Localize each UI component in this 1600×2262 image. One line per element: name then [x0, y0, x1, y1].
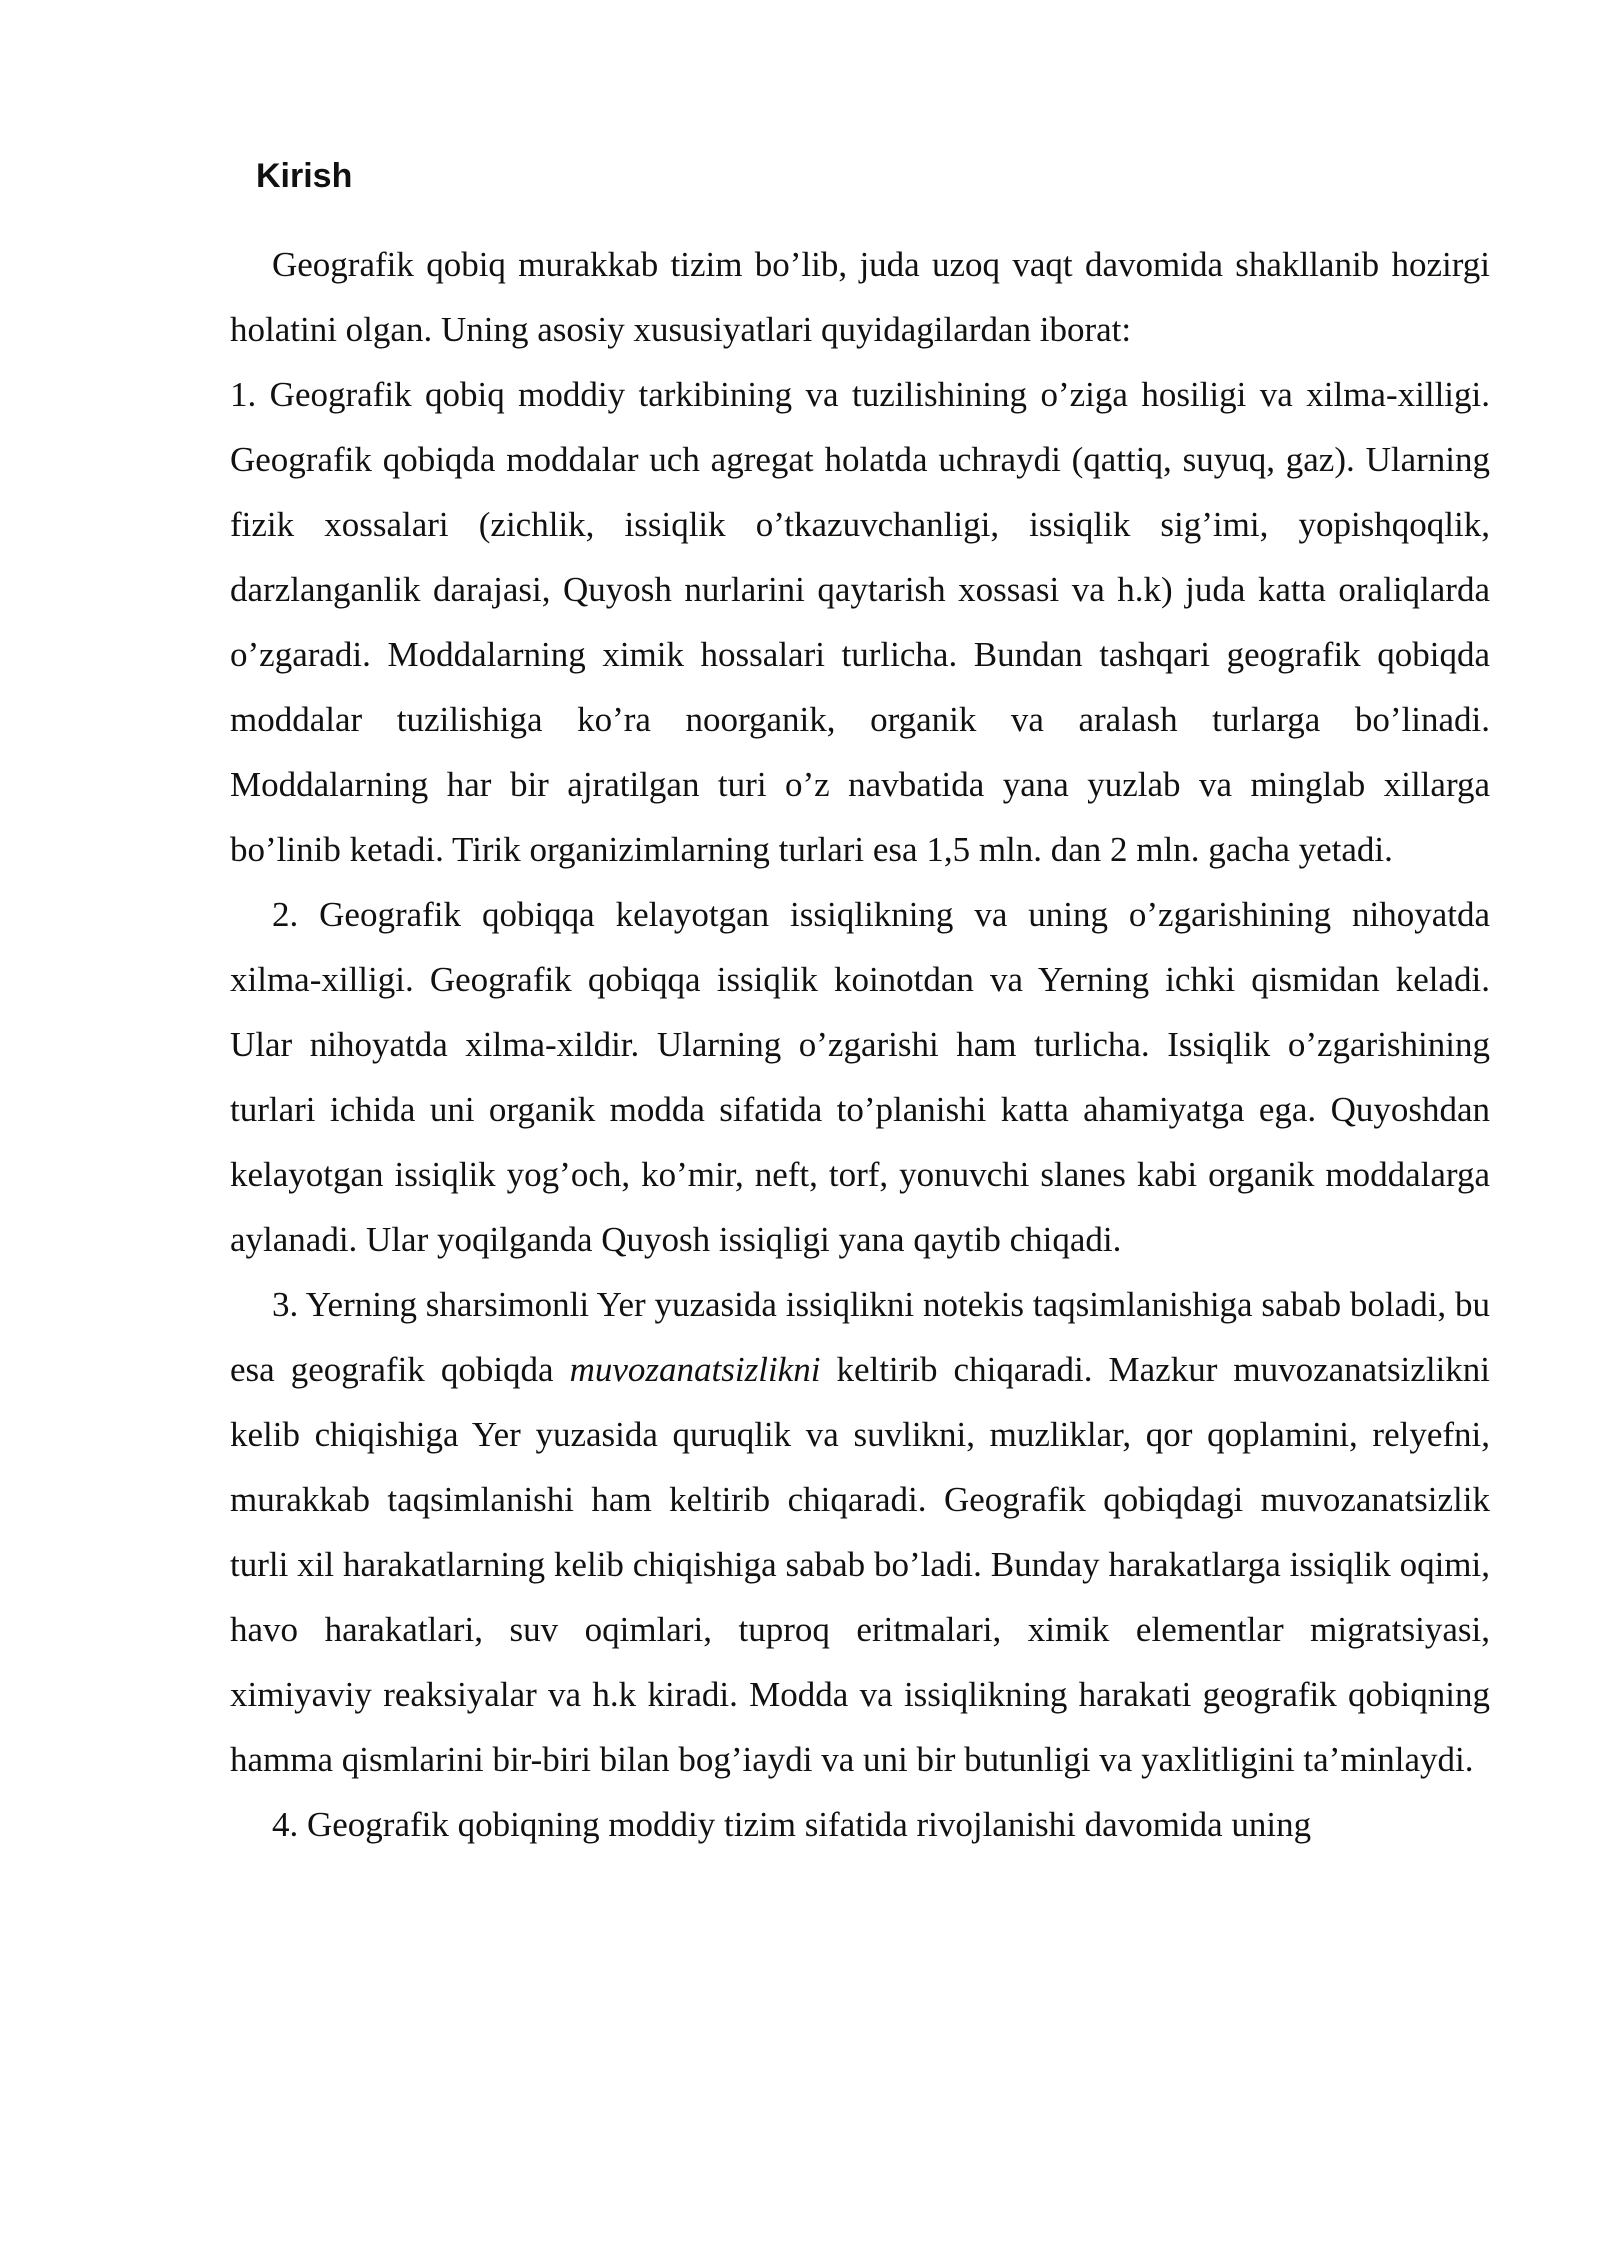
- section-heading: Kirish: [256, 157, 353, 195]
- point-3-paragraph: [230, 1272, 1490, 1792]
- intro-paragraph: Geografik qobiq murakkab tizim bo’lib, juda uzoq vaqt davomida shakllanib hozirgi holatini olgan. Uning asosiy xususiyatlari quyidagilardan iborat:: [230, 245, 1490, 349]
- document-page: [230, 150, 1490, 1857]
- point-3-italic-term: muvozanatsizlikni: [569, 1350, 821, 1389]
- point-1-paragraph: 1. Geografik qobiq moddiy tarkibining va tuzilishining o’ziga hosiligi va xilma-xilligi. Geografik qobiqda moddalar uch agregat holatda uchraydi (qattiq, suyuq, gaz). Ularning fizik xossalari (zichlik, issiqlik o’tkazuvchanligi, issiqlik sig’imi, yopishqoqlik, darzlanganlik darajasi, Quyosh nurlarini qaytarish xossasi va h.k) juda katta oraliqlarda o’zgaradi. Moddalarning ximik hossalari turlicha. Bundan tashqari geografik qobiqda moddalar tuzilishiga ko’ra noorganik, organik va aralash turlarga bo’linadi. Moddalarning har bir ajratilgan turi o’z navbatida yana yuzlab va minglab xillarga bo’linib ketadi. Tirik organizimlarning turlari esa 1,5 mln. dan 2 mln. gacha yetadi.: [230, 375, 1490, 869]
- point-3-text-start: 3. Yerning sharsimonli Yer yuzasida issiqlikni notekis taqsimlanishiga sabab boladi, bu esa geografik qobiqda: [230, 1285, 1490, 1389]
- point-3-text-end: keltirib chiqaradi. Mazkur muvozanatsizlikni kelib chiqishiga Yer yuzasida quruqlik va suvlikni, muzliklar, qor qoplamini, relyefni, murakkab taqsimlanishi ham keltirib chiqaradi. Geografik qobiqdagi muvozanatsizlik turli xil harakatlarning kelib chiqishiga sabab bo’ladi. Bunday harakatlarga issiqlik oqimi, havo harakatlari, suv oqimlari, tuproq eritmalari, ximik elementlar migratsiyasi, ximiyaviy reaksiyalar va h.k kiradi. Modda va issiqlikning harakati geografik qobiqning hamma qismlarini bir-biri bilan bog’iaydi va uni bir butunligi va yaxlitligini ta’minlaydi.: [230, 1350, 1490, 1779]
- point-4-paragraph: 4. Geografik qobiqning moddiy tizim sifatida rivojlanishi davomida uning: [272, 1805, 1312, 1844]
- point-2-paragraph: 2. Geografik qobiqqa kelayotgan issiqlikning va uning o’zgarishining nihoyatda xilma-xilligi. Geografik qobiqqa issiqlik koinotdan va Yerning ichki qismidan keladi. Ular nihoyatda xilma-xildir. Ularning o’zgarishi ham turlicha. Issiqlik o’zgarishining turlari ichida uni organik modda sifatida to’planishi katta ahamiyatga ega. Quyoshdan kelayotgan issiqlik yog’och, ko’mir, neft, torf, yonuvchi slanes kabi organik moddalarga aylanadi. Ular yoqilganda Quyosh issiqligi yana qaytib chiqadi.: [230, 895, 1490, 1259]
